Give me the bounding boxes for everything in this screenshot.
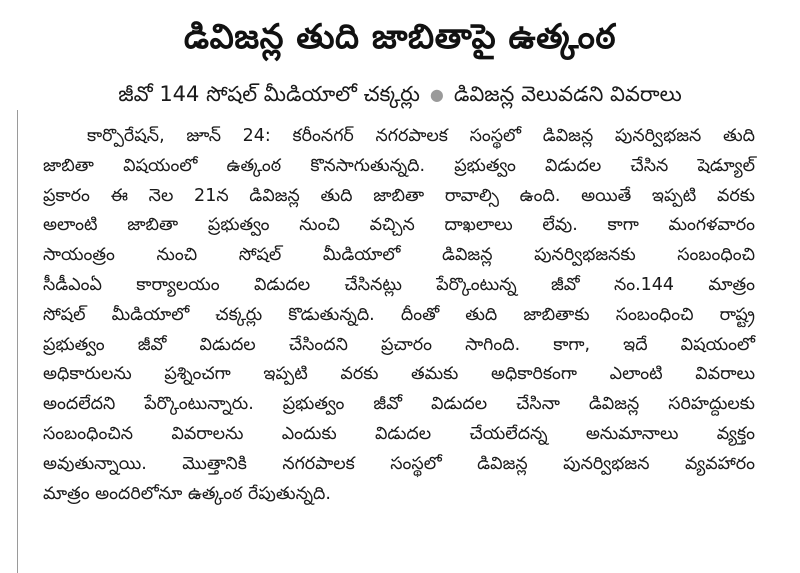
headline: డివిజన్ల తుది జాబితాపై ఉత్కంఠ (183, 17, 617, 57)
article-line: సంబంధించిన వివరాలను ఎందుకు విడుదల చేయలేదన్న అనుమానాలు వ్యక్తం (43, 423, 755, 444)
bullet-separator-icon: ● (429, 85, 444, 104)
column-divider (17, 110, 18, 573)
article-line: అలాంటి జాబితా ప్రభుత్వం నుంచి వచ్చిన దాఖలాలు లేవు. కాగా మంగళవారం (43, 215, 755, 236)
cropped-next-line (215, 564, 605, 573)
article-line: ప్రకారం ఈ నెల 21న డివిజన్ల తుది జాబితా రావాల్సి ఉంది. అయితే ఇప్పటి వరకు (43, 185, 755, 206)
subheadline (0, 80, 800, 109)
subhead-left: జీవో 144 సోషల్ మీడియాలో చక్కర్లు (118, 82, 420, 106)
article-line: సీడీఎంఏ కార్యాలయం విడుదల చేసినట్లు పేర్కొంటున్న జీవో నం.144 మాత్రం (43, 274, 755, 295)
article-line: కార్పొరేషన్, జూన్ 24: కరీంనగర్ నగరపాలక సంస్థలో డివిజన్ల పునర్విభజన తుది (87, 126, 755, 146)
article-line: మాత్రం అందరిలోనూ ఉత్కంఠ రేపుతున్నది. (43, 483, 331, 504)
article-line: ప్రభుత్వం జీవో విడుదల చేసిందని ప్రచారం సాగింది. కాగా, ఇదే విషయంలో (43, 334, 755, 355)
article-body (43, 122, 755, 509)
article-line: అధికారులను ప్రశ్నించగా ఇప్పటి వరకు తమకు అధికారికంగా ఎలాంటి వివరాలు (43, 364, 755, 385)
subhead-right: డివిజన్ల వెలువడని వివరాలు (453, 82, 682, 106)
article-line: అందలేదని పేర్కొంటున్నారు. ప్రభుత్వం జీవో విడుదల చేసినా డివిజన్ల సరిహద్దులకు (43, 394, 755, 415)
article-line: జాబితా విషయంలో ఉత్కంఠ కొనసాగుతున్నది. ప్రభుత్వం విడుదల చేసిన షెడ్యూల్ (43, 155, 755, 176)
article-line: అవుతున్నాయి. మొత్తానికి నగరపాలక సంస్థలో డివిజన్ల పునర్విభజన వ్యవహారం (43, 453, 755, 474)
article-line: సాయంత్రం నుంచి సోషల్ మీడియాలో డివిజన్ల పునర్విభజనకు సంబంధించి (43, 245, 755, 266)
article-line: సోషల్ మీడియాలో చక్కర్లు కొడుతున్నది. దీంతో తుది జాబితాకు సంబంధించి రాష్ట్ర (43, 304, 755, 325)
